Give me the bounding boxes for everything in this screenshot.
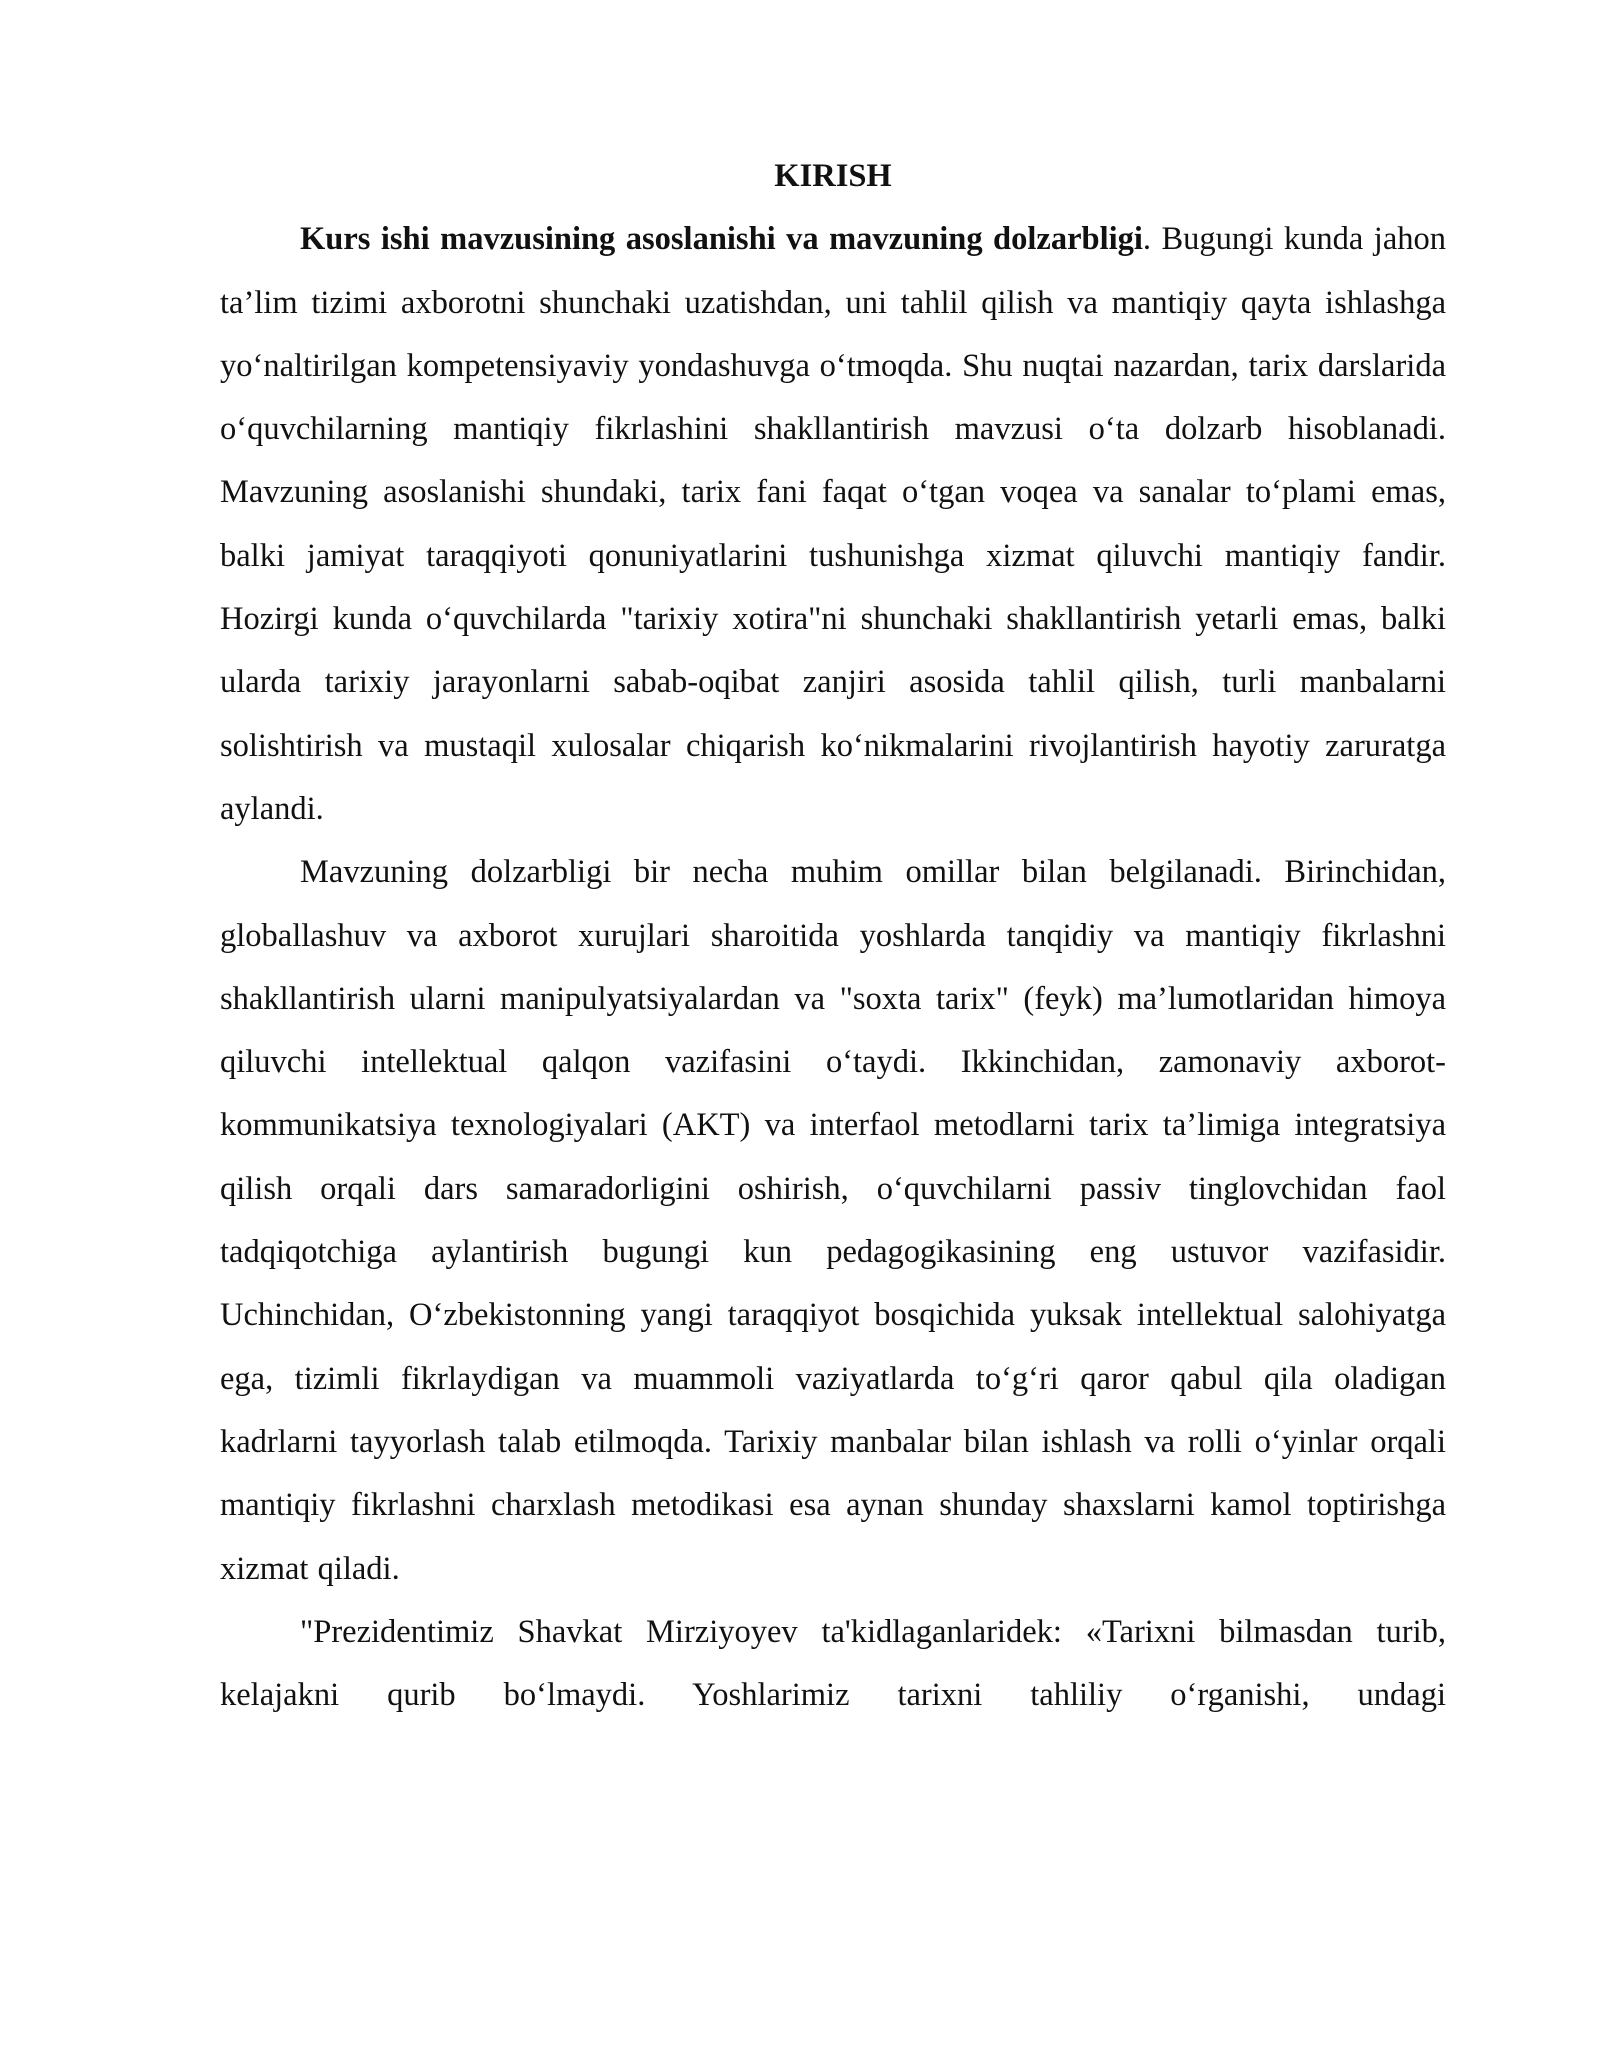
paragraph-intro — [220, 208, 1446, 841]
document-page — [220, 145, 1446, 1727]
paragraph-intro-lead: Kurs ishi mavzusining asoslanishi va mavzuning dolzarbligi — [300, 221, 1143, 258]
section-heading: KIRISH — [774, 158, 892, 194]
paragraph-intro-body: . Bugungi kunda jahon ta’lim tizimi axborotni shunchaki uzatishdan, uni tahlil qilish va mantiqiy qayta ishlashga yo‘naltirilgan kompetensiyaviy yondashuvga o‘tmoqda. Shu nuqtai nazardan, tarix darslarida o‘quvchilarning mantiqiy fikrlashini shakllantirish mavzusi o‘ta dolzarb hisoblanadi. Mavzuning asoslanishi shundaki, tarix fani faqat o‘tgan voqea va sanalar to‘plami emas, balki jamiyat taraqqiyoti qonuniyatlarini tushunishga xizmat qiluvchi mantiqiy fandir. Hozirgi kunda o‘quvchilarda "tarixiy xotira"ni shunchaki shakllantirish yetarli emas, balki ularda tarixiy jarayonlarni sabab-oqibat zanjiri asosida tahlil qilish, turli manbalarni solishtirish va mustaqil xulosalar chiqarish ko‘nikmalarini rivojlantirish hayotiy zaruratga aylandi. — [220, 221, 1446, 827]
paragraph-quote: "Prezidentimiz Shavkat Mirziyoyev ta'kidlaganlaridek: «Tarixni bilmasdan turib, kelajakni qurib bo‘lmaydi. Yoshlarimiz tarixni tahliliy o‘rganishi, undagi — [220, 1613, 1446, 1714]
paragraph-relevance: Mavzuning dolzarbligi bir necha muhim omillar bilan belgilanadi. Birinchidan, globallashuv va axborot xurujlari sharoitida yoshlarda tanqidiy va mantiqiy fikrlashni shakllantirish ularni manipulyatsiyalardan va "soxta tarix" (feyk) ma’lumotlaridan himoya qiluvchi intellektual qalqon vazifasini o‘taydi. Ikkinchidan, zamonaviy axborot-kommunikatsiya texnologiyalari (AKT) va interfaol metodlarni tarix ta’limiga integratsiya qilish orqali dars samaradorligini oshirish, o‘quvchilarni passiv tinglovchidan faol tadqiqotchiga aylantirish bugungi kun pedagogikasining eng ustuvor vazifasidir. Uchinchidan, O‘zbekistonning yangi taraqqiyot bosqichida yuksak intellektual salohiyatga ega, tizimli fikrlaydigan va muammoli vaziyatlarda to‘g‘ri qaror qabul qila oladigan kadrlarni tayyorlash talab etilmoqda. Tarixiy manbalar bilan ishlash va rolli o‘yinlar orqali mantiqiy fikrlashni charxlash metodikasi esa aynan shunday shaxslarni kamol toptirishga xizmat qiladi. — [220, 854, 1446, 1587]
